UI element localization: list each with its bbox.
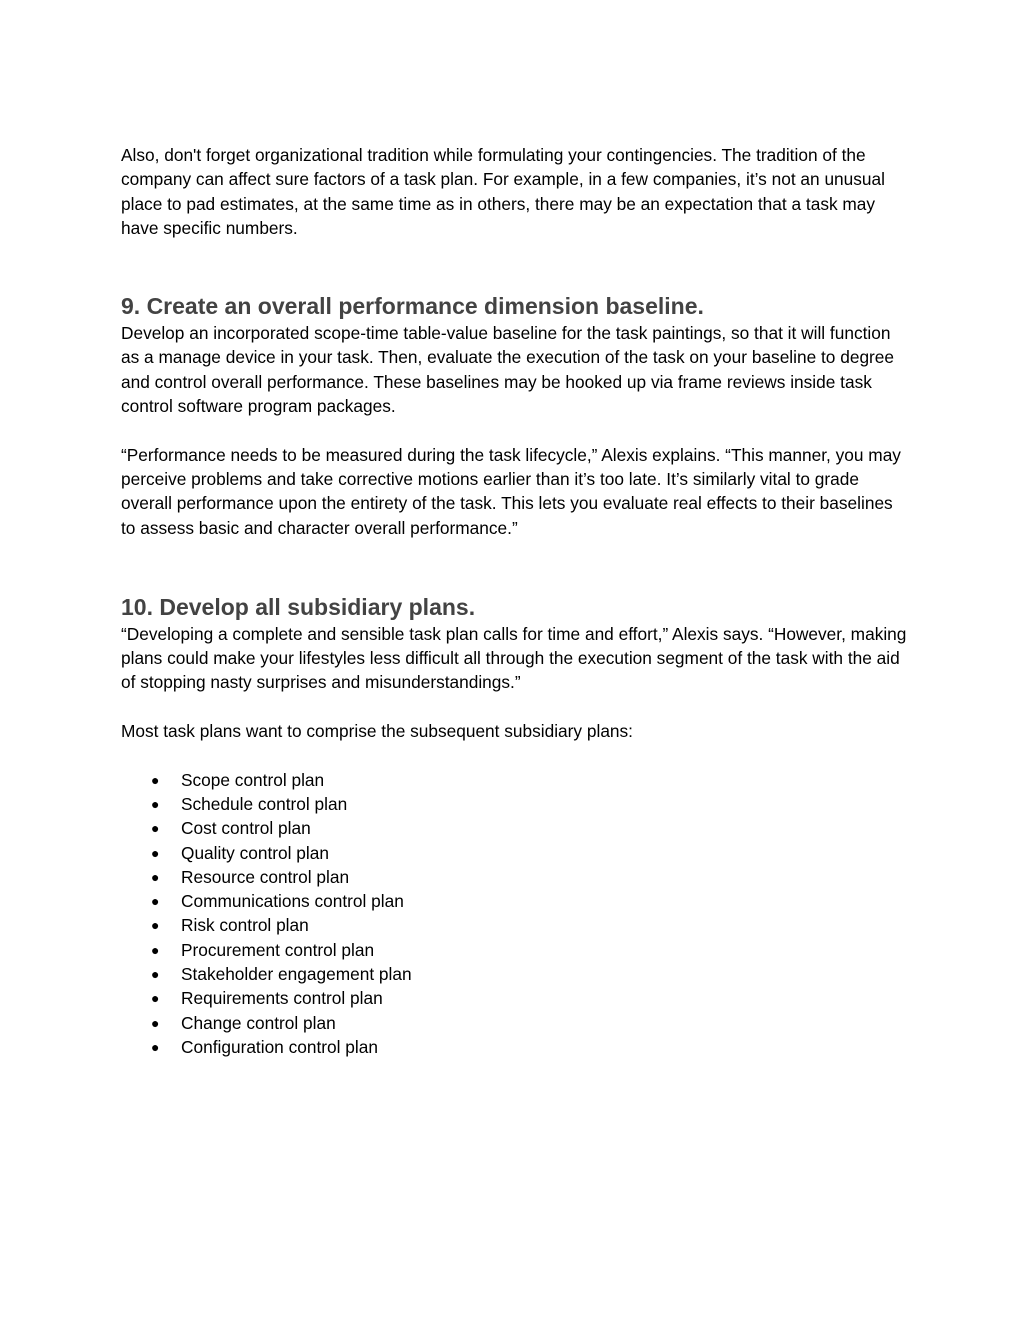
list-item [121, 962, 911, 986]
bullet-icon: ● [151, 868, 160, 885]
list-item-label: Quality control plan [181, 842, 329, 863]
list-item [121, 792, 911, 816]
list-item-label: Change control plan [181, 1012, 336, 1033]
list-item [121, 841, 911, 865]
document-page [121, 143, 911, 1059]
bullet-icon: ● [151, 1014, 160, 1031]
bullet-icon: ● [151, 844, 160, 861]
list-item-label: Procurement control plan [181, 939, 375, 960]
list-item-label: Cost control plan [181, 818, 311, 839]
section-9-paragraph-1: Develop an incorporated scope-time table-value baseline for the task paintings, so that it will function as a manage device in your task. Then, evaluate the execution of the task on your baseline to degree and control overall performance. These baselines may be hooked up via frame reviews inside task control software program packages. [121, 323, 895, 417]
bullet-icon: ● [151, 820, 160, 837]
bullet-icon: ● [151, 966, 160, 983]
section-9-paragraph-2: “Performance needs to be measured during the task lifecycle,” Alexis explains. “This manner, you may perceive problems and take corrective motions earlier than it’s too late. It’s similarly vital to grade overall performance upon the entirety of the task. This lets you evaluate real effects to their baselines to assess basic and character overall performance.” [121, 444, 901, 538]
list-item-label: Schedule control plan [181, 793, 348, 814]
list-item-label: Communications control plan [181, 891, 404, 912]
list-item-label: Requirements control plan [181, 988, 383, 1009]
list-item [121, 913, 911, 937]
bullet-icon: ● [151, 917, 160, 934]
list-item [121, 768, 911, 792]
bullet-icon: ● [151, 795, 160, 812]
list-item [121, 1035, 911, 1059]
list-item [121, 816, 911, 840]
bullet-icon: ● [151, 941, 160, 958]
subsidiary-plans-list [121, 768, 911, 1060]
list-item-label: Resource control plan [181, 866, 350, 887]
section-10-heading: 10. Develop all subsidiary plans. [121, 593, 476, 620]
list-item-label: Risk control plan [181, 915, 309, 936]
list-item [121, 889, 911, 913]
bullet-icon: ● [151, 1038, 160, 1055]
bullet-icon: ● [151, 771, 160, 788]
intro-paragraph: Also, don't forget organizational tradition while formulating your contingencies. The tradition of the company can affect sure factors of a task plan. For example, in a few companies, it’s not an unusual place to pad estimates, at the same time as in others, there may be an expectation that a task may have specific numbers. [121, 145, 885, 238]
bullet-icon: ● [151, 893, 160, 910]
list-item [121, 865, 911, 889]
list-item [121, 1011, 911, 1035]
section-10-paragraph-1: “Developing a complete and sensible task plan calls for time and effort,” Alexis says. “However, making plans could make your lifestyles less difficult all through the execution segment of the task with the aid of stopping nasty surprises and misunderstandings.” [121, 623, 907, 693]
list-item [121, 986, 911, 1010]
list-item-label: Stakeholder engagement plan [181, 964, 412, 985]
list-item-label: Scope control plan [181, 769, 325, 790]
list-item [121, 938, 911, 962]
section-9-heading: 9. Create an overall performance dimension baseline. [121, 293, 704, 320]
bullet-icon: ● [151, 990, 160, 1007]
list-item-label: Configuration control plan [181, 1036, 378, 1057]
section-10-paragraph-2: Most task plans want to comprise the subsequent subsidiary plans: [121, 721, 633, 742]
